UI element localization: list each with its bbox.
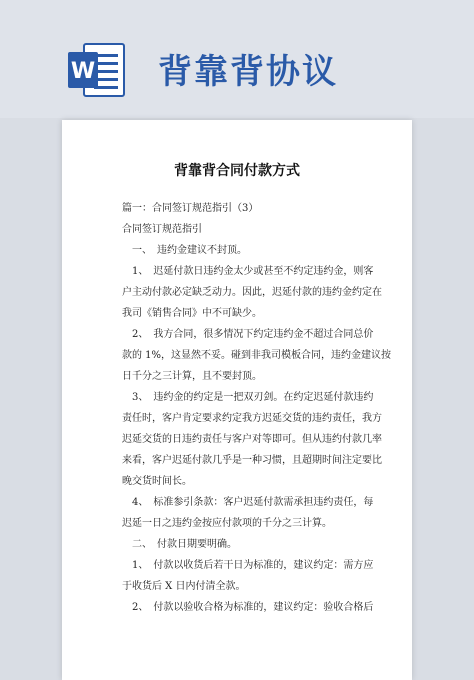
banner-title: 背靠背协议 [158, 52, 338, 92]
word-icon [66, 40, 126, 100]
word-logo-letter: W [70, 59, 96, 84]
text-line: 一、 违约金建议不封顶。 [132, 245, 247, 256]
text-line: 3、 违约金的约定是一把双刃剑。在约定迟延付款违约 [132, 392, 374, 403]
text-line: 晚交货时间长。 [122, 476, 192, 487]
text-line: 迟延交货的日违约责任与客户对等即可。但从违约付款几率 [122, 434, 382, 445]
text-line: 4、 标准参引条款：客户迟延付款需承担违约责任，每 [132, 497, 374, 508]
text-line: 1、 付款以收货后若干日为标准的，建议约定：需方应 [132, 560, 374, 571]
text-line: 二、 付款日期要明确。 [132, 539, 237, 550]
text-line: 2、 我方合同，很多情况下约定违约金不超过合同总价 [132, 329, 374, 340]
header-banner [0, 0, 474, 118]
text-line: 户主动付款必定缺乏动力。因此，迟延付款的违约金约定在 [122, 287, 382, 298]
text-line: 迟延一日之违约金按应付款项的千分之三计算。 [122, 518, 332, 529]
text-line: 来看，客户迟延付款几乎是一种习惯，且超期时间注定要比 [122, 455, 382, 466]
text-line: 1、 迟延付款日违约金太少或甚至不约定违约金，则客 [132, 266, 374, 277]
text-line: 责任时，客户肯定要求约定我方迟延交货的违约责任，我方 [122, 413, 382, 424]
document-page [62, 120, 412, 680]
document-title: 背靠背合同付款方式 [174, 163, 300, 179]
text-line: 合同签订规范指引 [122, 224, 202, 235]
text-line: 篇一：合同签订规范指引（3） [122, 203, 259, 214]
text-line: 款的 1%，这显然不妥。碰到非我司模板合同，违约金建议按 [122, 350, 392, 361]
text-line: 于收货后 X 日内付清全款。 [122, 581, 246, 592]
text-line: 日千分之三计算，且不要封顶。 [122, 371, 262, 382]
text-line: 2、 付款以验收合格为标准的，建议约定：验收合格后 [132, 602, 374, 613]
document-body [122, 198, 392, 618]
text-line: 我司《销售合同》中不可缺少。 [122, 308, 262, 319]
